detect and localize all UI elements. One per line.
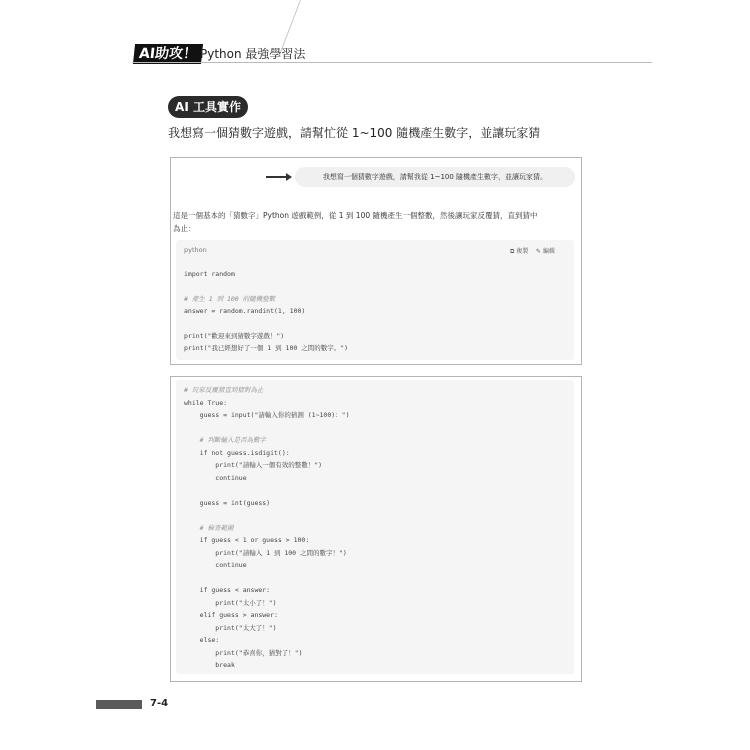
- code-line: elif guess > answer:: [184, 611, 278, 619]
- edit-icon[interactable]: ✎: [535, 248, 541, 255]
- code-listing-1: [184, 268, 348, 355]
- code-line: break: [184, 661, 235, 669]
- code-line: print("恭喜你，猜對了！"): [184, 648, 303, 657]
- user-prompt-bubble: 我想寫一個猜數字遊戲，請幫我從 1~100 隨機產生數字，並讓玩家猜。: [295, 167, 575, 187]
- code-line: answer = random.randint(1, 100): [184, 307, 306, 316]
- arrow-right-icon: [266, 176, 288, 178]
- code-line: else:: [184, 636, 220, 644]
- code-line: print("請輸入一個有效的整數！"): [184, 461, 323, 469]
- code-line: # 產生 1 到 100 的隨機整數: [184, 294, 276, 303]
- code-line: [184, 422, 350, 435]
- code-line: [184, 572, 350, 585]
- code-line: guess = int(guess): [184, 498, 271, 507]
- code-line: print("我已經想好了一個 1 到 100 之間的數字。"): [184, 344, 349, 353]
- code-listing-2: [184, 384, 350, 672]
- code-line: # 檢查範圍: [184, 523, 234, 532]
- code-line: [184, 318, 348, 330]
- code-line: [184, 484, 350, 497]
- code-line: while True:: [184, 398, 228, 407]
- code-line: continue: [184, 561, 247, 569]
- code-line: if guess < answer:: [184, 586, 271, 594]
- assistant-reply: [173, 209, 573, 235]
- edit-button[interactable]: 編輯: [542, 248, 555, 255]
- code-line: # 玩家反覆猜直到猜對為止: [184, 386, 264, 394]
- reply-line: 為止：: [173, 224, 196, 233]
- section-tag: AI 工具實作: [168, 96, 248, 118]
- book-title: Python 最強學習法: [200, 47, 306, 61]
- code-line: # 判斷輸入是否為數字: [184, 436, 266, 444]
- code-line: continue: [184, 473, 247, 482]
- logo-text: AI助攻！: [138, 46, 198, 62]
- code-toolbar: [510, 246, 555, 256]
- copy-icon[interactable]: ⧉: [510, 248, 515, 255]
- code-line: print("太小了！"): [184, 598, 277, 607]
- header-rule: [132, 62, 652, 63]
- footer-bar: [96, 700, 142, 709]
- section-intro: 我想寫一個猜數字遊戲，請幫忙從 1~100 隨機產生數字，並讓玩家猜: [168, 126, 541, 140]
- book-logo: [133, 44, 203, 64]
- reply-line: 這是一個基本的「猜數字」Python 遊戲範例，從 1 到 100 隨機產生一個整數，然後讓玩家反覆猜，直到猜中: [173, 211, 538, 220]
- code-line: print("請輸入 1 到 100 之間的數字！"): [184, 548, 347, 557]
- code-line: guess = input("請輸入你的猜測 (1~100)："): [184, 411, 350, 419]
- code-line: [184, 280, 348, 292]
- code-line: print("歡迎來到猜數字遊戲！"): [184, 332, 285, 341]
- copy-button[interactable]: 複製: [516, 248, 529, 255]
- code-line: [184, 509, 350, 522]
- code-language-label: python: [184, 246, 207, 254]
- code-line: if guess < 1 or guess > 100:: [184, 536, 310, 544]
- page-number: 7-4: [150, 698, 169, 709]
- code-line: print("太大了！"): [184, 623, 277, 632]
- code-line: if not guess.isdigit():: [184, 448, 290, 457]
- code-line: import random: [184, 270, 235, 278]
